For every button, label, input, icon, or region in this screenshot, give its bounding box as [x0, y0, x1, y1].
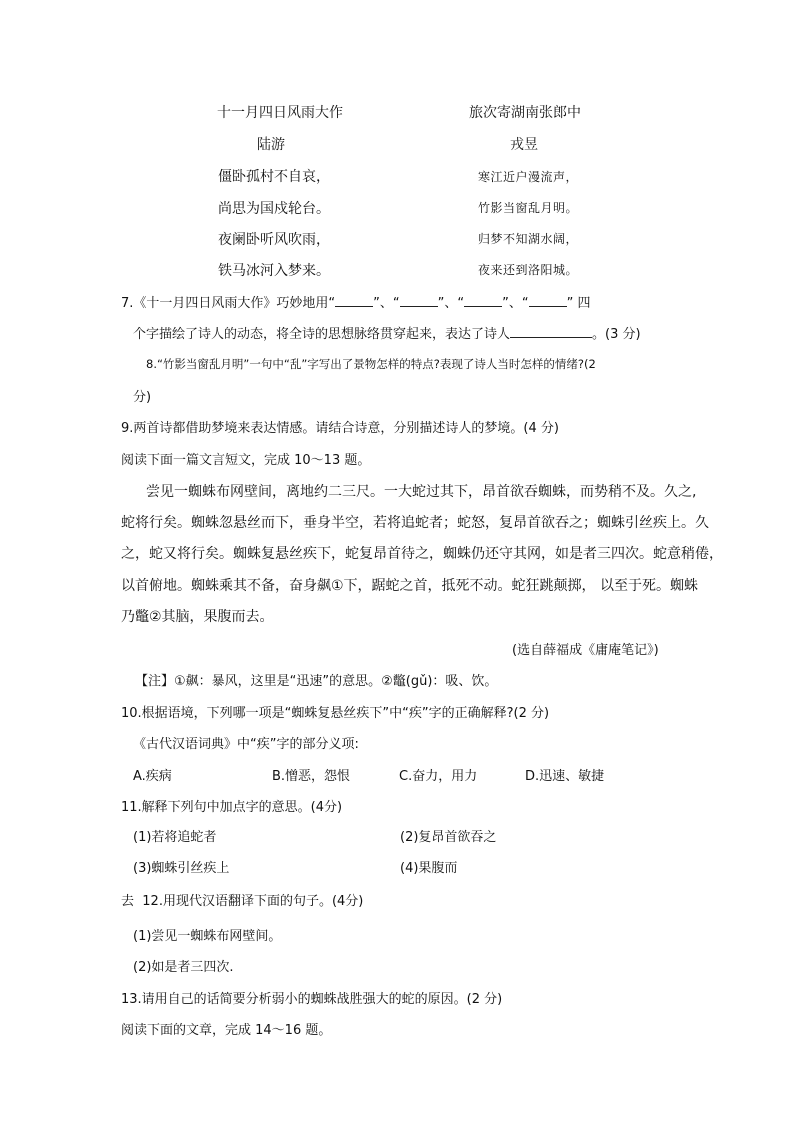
passage-line-5: 乃鼈②其脑，果腹而去。 — [121, 609, 274, 625]
poem-right-line-3: 归梦不知湖水阔， — [478, 232, 579, 246]
answer-blank[interactable] — [510, 325, 592, 338]
answer-blank[interactable] — [335, 294, 373, 307]
poem-left-line-3: 夜阑卧听风吹雨， — [218, 232, 330, 248]
question-13: 13.请用自己的话简要分析弱小的蜘蛛战胜强大的蛇的原因。(2 分) — [121, 992, 503, 1007]
poem-right-line-1: 寒江近户漫流声， — [478, 170, 579, 184]
question-11-stem: 11.解释下列句中加点字的意思。(4分) — [121, 800, 343, 815]
option-d[interactable]: D.迅速、敏捷 — [525, 769, 605, 784]
poem-right-line-4: 夜来还到洛阳城。 — [478, 263, 579, 277]
passage-line-3: 之，蛇又将行矣。蜘蛛复悬丝疾下，蛇复昂首待之，蜘蛛仍还守其网，如是者三四次。蛇意稍倦， — [121, 546, 723, 562]
poem-left-author: 陆游 — [257, 137, 285, 153]
answer-blank[interactable] — [464, 294, 502, 307]
question-12-item-1: (1)尝见一蜘蛛布网壁间。 — [133, 929, 282, 944]
question-12-line — [121, 890, 363, 909]
question-7-line-1: 7.《十一月四日风雨大作》巧妙地用“ ”、“ ”、“ ”、“ ” 四 — [121, 296, 591, 311]
carryover-char: 去 — [121, 894, 135, 909]
question-7-line-2: 个字描绘了诗人的动态，将全诗的思想脉络贯穿起来，表达了诗人 。(3 分) — [133, 327, 641, 342]
question-12-stem: 12.用现代汉语翻译下面的句子。(4分) — [142, 894, 364, 909]
question-11-item-3: (3)蜘蛛引丝疾上 — [133, 861, 230, 876]
poem-left-line-1: 僵卧孤村不自哀， — [218, 169, 330, 185]
passage-line-2: 蛇将行矣。蜘蛛忽悬丝而下，垂身半空，若将追蛇者；蛇怒，复昂首欲吞之；蜘蛛引丝疾上。久 — [121, 515, 709, 531]
dictionary-note: 《古代汉语词典》中“疾”字的部分义项: — [133, 737, 359, 752]
passage-source: (选自薛福成《庸庵笔记》) — [512, 643, 659, 658]
question-8-line-2: 分) — [133, 390, 152, 405]
poem-right-author: 戎昱 — [510, 137, 538, 153]
passage-line-4: 以首俯地。蜘蛛乘其不备，奋身飙①下，踞蛇之首，抵死不动。蛇狂跳颠掷， 以至于死。蜘蛛 — [121, 578, 698, 594]
poem-right-line-2: 竹影当窗乱月明。 — [478, 201, 579, 215]
option-b[interactable]: B.憎恶，怨恨 — [272, 769, 351, 784]
poem-left-line-2: 尚思为国戍轮台。 — [218, 201, 330, 217]
question-8-line-1: 8.“竹影当窗乱月明”一句中“乱”字写出了景物怎样的特点?表现了诗人当时怎样的情绪?(2 — [146, 357, 596, 371]
poem-left-line-4: 铁马冰河入梦来。 — [218, 263, 330, 279]
question-10-stem: 10.根据语境，下列哪一项是“蜘蛛复悬丝疾下”中“疾”字的正确解释?(2 分) — [121, 706, 550, 721]
question-11-item-2: (2)复昂首欲吞之 — [400, 830, 497, 845]
poem-right-title: 旅次寄湖南张郎中 — [469, 105, 581, 121]
reading-intro-2: 阅读下面的文章，完成 14～16 题。 — [121, 1023, 332, 1038]
question-9: 9.两首诗都借助梦境来表达情感。请结合诗意，分别描述诗人的梦境。(4 分) — [121, 421, 559, 436]
annotation-note: 【注】①飙：暴风，这里是“迅速”的意思。②鼈(gǔ)：吸、饮。 — [135, 674, 498, 689]
question-11-item-1: (1)若将追蛇者 — [133, 830, 217, 845]
answer-blank[interactable] — [400, 294, 438, 307]
reading-intro-1: 阅读下面一篇文言短文，完成 10～13 题。 — [121, 453, 371, 468]
question-11-item-4: (4)果腹而 — [400, 861, 458, 876]
option-a[interactable]: A.疾病 — [133, 769, 172, 784]
question-12-item-2: (2)如是者三四次. — [133, 960, 234, 975]
passage-line-1: 尝见一蜘蛛布网壁间，离地约二三尺。一大蛇过其下，昂首欲吞蜘蛛，而势稍不及。久之, — [146, 484, 697, 500]
answer-blank[interactable] — [529, 294, 567, 307]
poem-left-title: 十一月四日风雨大作 — [217, 105, 343, 121]
option-c[interactable]: C.奋力，用力 — [399, 769, 478, 784]
